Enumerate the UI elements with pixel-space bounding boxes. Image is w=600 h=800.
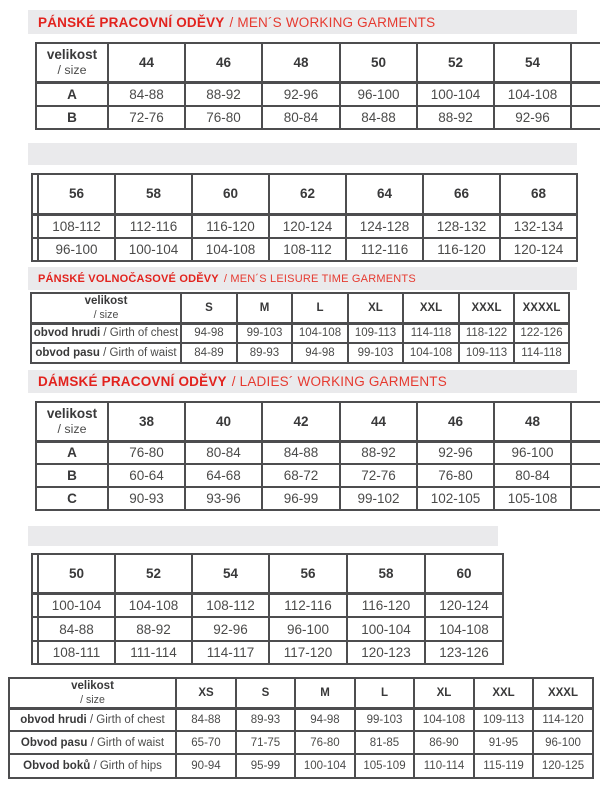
table-ladies-working-sizes-50-60-grid <box>31 553 504 665</box>
size-column-header: L <box>355 678 414 708</box>
value-cell: 92-96 <box>192 617 269 641</box>
section-heading-mens-working <box>28 10 577 34</box>
value-cell: 96-100 <box>38 238 115 261</box>
cropped-column-stub <box>571 464 600 487</box>
value-cell: 84-88 <box>108 82 185 106</box>
value-cell: 88-92 <box>340 441 417 464</box>
value-cell: 94-98 <box>292 343 348 363</box>
value-cell: 90-94 <box>176 754 236 778</box>
table-ladies-letter-sizes-grid <box>8 677 594 779</box>
row-label-cell: C <box>36 487 108 510</box>
value-cell: 104-108 <box>494 82 571 106</box>
value-cell: 99-103 <box>348 343 403 363</box>
size-column-header: XL <box>414 678 474 708</box>
size-column-header: XXL <box>403 293 459 323</box>
size-column-header: 56 <box>269 554 347 593</box>
cropped-column-stub <box>571 43 600 82</box>
table-mens-leisure-sizes-grid <box>30 292 570 364</box>
value-cell: 89-93 <box>237 343 292 363</box>
cropped-column-stub <box>571 487 600 510</box>
value-cell: 92-96 <box>262 82 340 106</box>
value-cell: 102-105 <box>417 487 494 510</box>
size-column-header: S <box>181 293 237 323</box>
value-cell: 109-113 <box>348 323 403 343</box>
row-label-english: / Girth of hips <box>93 760 162 772</box>
row-label-cell <box>31 343 181 363</box>
spacer-band <box>28 526 498 546</box>
size-column-header: XXXL <box>533 678 593 708</box>
cropped-column-stub <box>571 106 600 129</box>
value-cell: 68-72 <box>262 464 340 487</box>
value-cell: 86-90 <box>414 731 474 754</box>
value-cell: 120-124 <box>269 214 346 238</box>
size-column-header: 54 <box>494 43 571 82</box>
size-column-header: L <box>292 293 348 323</box>
value-cell: 84-88 <box>38 617 115 641</box>
row-label-czech: Obvod pasu <box>20 736 88 749</box>
value-cell: 96-99 <box>262 487 340 510</box>
section-heading-ladies-working <box>28 370 577 393</box>
heading-czech: DÁMSKÉ PRACOVNÍ ODĚVY <box>38 374 227 389</box>
value-cell: 114-118 <box>403 323 459 343</box>
size-column-header: 60 <box>425 554 503 593</box>
value-cell: 108-112 <box>269 238 346 261</box>
size-column-header: 66 <box>423 174 500 214</box>
table-mens-working-sizes-44-54-grid <box>35 42 600 130</box>
value-cell: 64-68 <box>185 464 262 487</box>
size-column-header: 48 <box>262 43 340 82</box>
value-cell: 112-116 <box>115 214 192 238</box>
corner-english: / size <box>93 308 119 321</box>
size-column-header: 50 <box>340 43 417 82</box>
value-cell: 94-98 <box>295 708 355 731</box>
size-column-header: 54 <box>192 554 269 593</box>
size-column-header: 40 <box>185 402 262 441</box>
value-cell: 108-112 <box>38 214 115 238</box>
value-cell: 109-113 <box>474 708 533 731</box>
size-column-header: M <box>295 678 355 708</box>
row-label-cell <box>31 323 181 343</box>
corner-cell <box>31 293 181 323</box>
table-mens-working-sizes-44-54 <box>35 42 600 130</box>
size-column-header: 46 <box>185 43 262 82</box>
corner-czech: velikost <box>46 406 98 422</box>
corner-cell <box>36 402 108 441</box>
corner-cell <box>36 43 108 82</box>
size-column-header: 58 <box>347 554 425 593</box>
size-column-header: 46 <box>417 402 494 441</box>
corner-english: / size <box>57 422 87 437</box>
row-label-cell <box>9 731 176 754</box>
table-ladies-working-sizes-38-48-grid <box>35 401 600 511</box>
row-label-english: / Girth of waist <box>103 347 177 359</box>
row-label-cell: A <box>36 82 108 106</box>
size-column-header: 68 <box>500 174 577 214</box>
row-label-czech: obvod hrudi <box>33 327 101 340</box>
size-column-header: 56 <box>38 174 115 214</box>
value-cell: 76-80 <box>295 731 355 754</box>
value-cell: 93-96 <box>185 487 262 510</box>
value-cell: 84-88 <box>176 708 236 731</box>
size-column-header: 62 <box>269 174 346 214</box>
cropped-column-stub <box>571 82 600 106</box>
value-cell: 90-93 <box>108 487 185 510</box>
table-ladies-working-sizes-50-60 <box>31 553 504 665</box>
size-column-header: 64 <box>346 174 423 214</box>
size-column-header: XS <box>176 678 236 708</box>
size-column-header: 44 <box>108 43 185 82</box>
value-cell: 76-80 <box>185 106 262 129</box>
size-column-header: 44 <box>340 402 417 441</box>
value-cell: 99-103 <box>355 708 414 731</box>
corner-english: / size <box>80 693 105 706</box>
value-cell: 84-88 <box>262 441 340 464</box>
value-cell: 108-111 <box>38 641 115 664</box>
value-cell: 88-92 <box>185 82 262 106</box>
value-cell: 116-120 <box>347 593 425 617</box>
value-cell: 84-89 <box>181 343 237 363</box>
value-cell: 104-108 <box>115 593 192 617</box>
value-cell: 120-125 <box>533 754 593 778</box>
value-cell: 88-92 <box>115 617 192 641</box>
value-cell: 88-92 <box>417 106 494 129</box>
value-cell: 114-117 <box>192 641 269 664</box>
row-label-cell <box>9 754 176 778</box>
value-cell: 120-123 <box>347 641 425 664</box>
value-cell: 91-95 <box>474 731 533 754</box>
table-mens-leisure-sizes <box>30 292 570 364</box>
table-mens-working-sizes-56-68-grid <box>31 173 578 262</box>
corner-czech: velikost <box>84 294 128 307</box>
value-cell: 96-100 <box>494 441 571 464</box>
value-cell: 104-108 <box>292 323 348 343</box>
value-cell: 95-99 <box>236 754 295 778</box>
value-cell: 81-85 <box>355 731 414 754</box>
value-cell: 120-124 <box>500 238 577 261</box>
value-cell: 108-112 <box>192 593 269 617</box>
row-label-english: / Girth of chest <box>89 713 165 726</box>
value-cell: 80-84 <box>185 441 262 464</box>
value-cell: 116-120 <box>423 238 500 261</box>
value-cell: 65-70 <box>176 731 236 754</box>
value-cell: 115-119 <box>474 754 533 778</box>
value-cell: 96-100 <box>269 617 347 641</box>
value-cell: 117-120 <box>269 641 347 664</box>
section-heading-mens-leisure <box>28 267 577 290</box>
value-cell: 110-114 <box>414 754 474 778</box>
value-cell: 100-104 <box>347 617 425 641</box>
value-cell: 100-104 <box>115 238 192 261</box>
value-cell: 112-116 <box>346 238 423 261</box>
row-label-czech: Obvod boků <box>23 760 91 772</box>
size-column-header: 48 <box>494 402 571 441</box>
heading-czech: PÁNSKÉ VOLNOČASOVÉ ODĚVY <box>38 272 219 285</box>
value-cell: 84-88 <box>340 106 417 129</box>
heading-english: / MEN´S WORKING GARMENTS <box>229 14 436 30</box>
corner-cell <box>9 678 176 708</box>
cropped-column-stub <box>571 402 600 441</box>
size-column-header: 38 <box>108 402 185 441</box>
size-column-header: M <box>237 293 292 323</box>
size-column-header: 60 <box>192 174 269 214</box>
row-label-english: / Girth of chest <box>103 327 179 340</box>
value-cell: 120-124 <box>425 593 503 617</box>
value-cell: 80-84 <box>262 106 340 129</box>
value-cell: 99-102 <box>340 487 417 510</box>
value-cell: 80-84 <box>494 464 571 487</box>
value-cell: 128-132 <box>423 214 500 238</box>
size-column-header: 58 <box>115 174 192 214</box>
value-cell: 114-118 <box>514 343 569 363</box>
value-cell: 96-100 <box>340 82 417 106</box>
value-cell: 89-93 <box>236 708 295 731</box>
row-label-english: / Girth of waist <box>90 736 165 749</box>
row-label-cell: B <box>36 464 108 487</box>
size-column-header: 42 <box>262 402 340 441</box>
spacer-band <box>28 143 577 165</box>
corner-czech: velikost <box>71 679 114 692</box>
value-cell: 92-96 <box>417 441 494 464</box>
size-column-header: XL <box>348 293 403 323</box>
size-column-header: 52 <box>115 554 192 593</box>
value-cell: 99-103 <box>237 323 292 343</box>
value-cell: 124-128 <box>346 214 423 238</box>
value-cell: 104-108 <box>192 238 269 261</box>
value-cell: 122-126 <box>514 323 569 343</box>
corner-czech: velikost <box>46 47 98 63</box>
value-cell: 118-122 <box>459 323 514 343</box>
value-cell: 105-109 <box>355 754 414 778</box>
value-cell: 72-76 <box>108 106 185 129</box>
size-column-header: 52 <box>417 43 494 82</box>
size-column-header: XXL <box>474 678 533 708</box>
row-label-cell: A <box>36 441 108 464</box>
value-cell: 100-104 <box>417 82 494 106</box>
heading-czech: PÁNSKÉ PRACOVNÍ ODĚVY <box>38 14 225 30</box>
value-cell: 100-104 <box>295 754 355 778</box>
size-column-header: XXXXL <box>514 293 569 323</box>
value-cell: 123-126 <box>425 641 503 664</box>
value-cell: 96-100 <box>533 731 593 754</box>
value-cell: 132-134 <box>500 214 577 238</box>
size-column-header: S <box>236 678 295 708</box>
size-column-header: 50 <box>38 554 115 593</box>
value-cell: 60-64 <box>108 464 185 487</box>
row-label-czech: obvod pasu <box>35 347 100 359</box>
value-cell: 116-120 <box>192 214 269 238</box>
row-label-czech: obvod hrudi <box>20 713 87 726</box>
table-mens-working-sizes-56-68 <box>31 173 578 262</box>
value-cell: 100-104 <box>38 593 115 617</box>
value-cell: 114-120 <box>533 708 593 731</box>
value-cell: 104-108 <box>414 708 474 731</box>
heading-english: / LADIES´ WORKING GARMENTS <box>231 374 447 389</box>
value-cell: 105-108 <box>494 487 571 510</box>
table-ladies-letter-sizes <box>8 677 594 779</box>
value-cell: 76-80 <box>417 464 494 487</box>
row-label-cell: B <box>36 106 108 129</box>
value-cell: 111-114 <box>115 641 192 664</box>
row-label-cell <box>9 708 176 731</box>
value-cell: 109-113 <box>459 343 514 363</box>
value-cell: 112-116 <box>269 593 347 617</box>
value-cell: 71-75 <box>236 731 295 754</box>
heading-english: / MEN´S LEISURE TIME GARMENTS <box>223 272 416 285</box>
cropped-column-stub <box>571 441 600 464</box>
value-cell: 72-76 <box>340 464 417 487</box>
value-cell: 76-80 <box>108 441 185 464</box>
size-column-header: XXXL <box>459 293 514 323</box>
corner-english: / size <box>57 63 87 78</box>
value-cell: 94-98 <box>181 323 237 343</box>
value-cell: 92-96 <box>494 106 571 129</box>
value-cell: 104-108 <box>425 617 503 641</box>
value-cell: 104-108 <box>403 343 459 363</box>
table-ladies-working-sizes-38-48 <box>35 401 600 511</box>
